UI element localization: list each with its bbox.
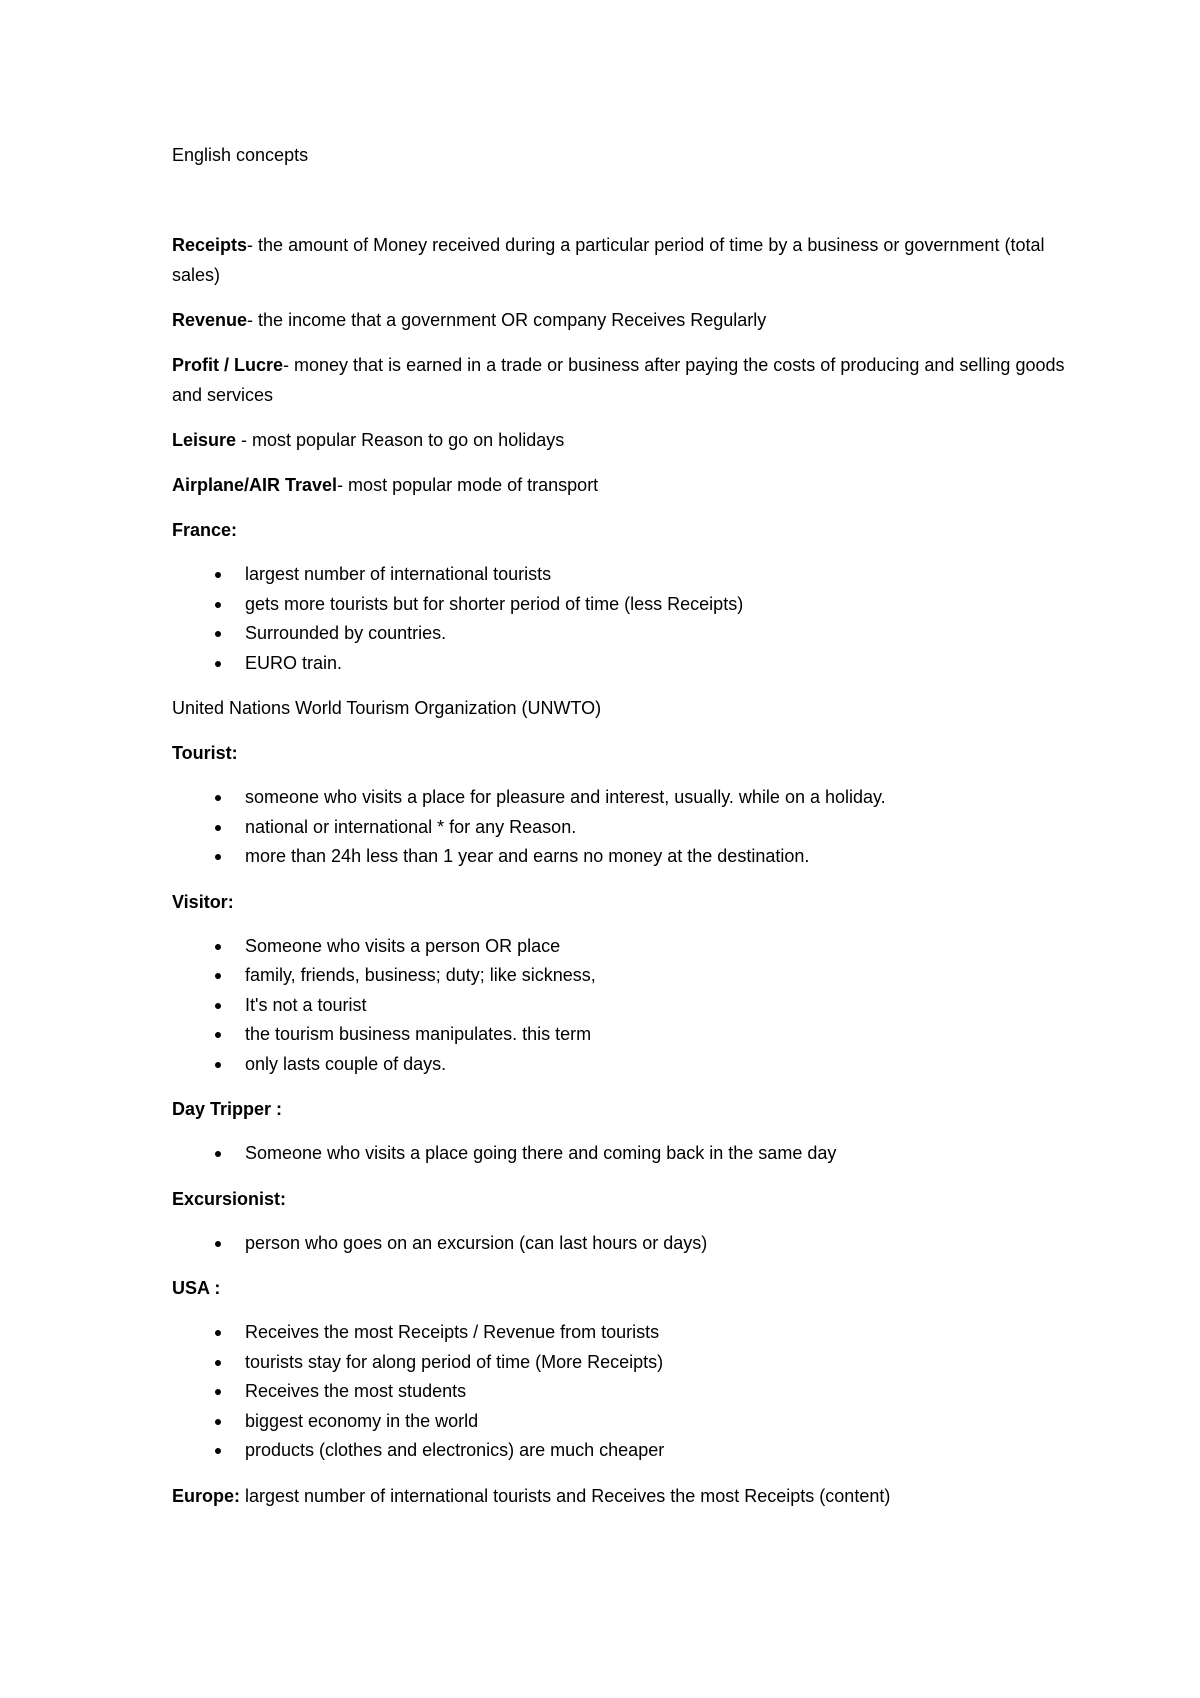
list-item: largest number of international tourists	[172, 560, 1072, 590]
list-item: Someone who visits a person OR place	[172, 932, 1072, 962]
section-heading-france: France:	[172, 520, 238, 540]
list-item: tourists stay for along period of time (More Receipts)	[172, 1348, 1072, 1378]
unwto-line: United Nations World Tourism Organization (UNWTO)	[172, 698, 602, 718]
visitor-list	[172, 932, 1072, 1080]
document-page	[172, 140, 1072, 1526]
bullet-icon	[215, 572, 221, 578]
list-item: more than 24h less than 1 year and earns no money at the destination.	[172, 842, 1072, 872]
bullet-icon	[215, 825, 221, 831]
list-item: Someone who visits a place going there and coming back in the same day	[172, 1139, 1072, 1169]
bullet-icon	[215, 854, 221, 860]
term: Revenue	[172, 310, 248, 330]
section-heading-day-tripper: Day Tripper :	[172, 1099, 283, 1119]
list-item: products (clothes and electronics) are much cheaper	[172, 1436, 1072, 1466]
definition-text: - most popular mode of transport	[337, 475, 599, 495]
definition-profit	[172, 350, 1072, 410]
list-item: EURO train.	[172, 649, 1072, 679]
list-item: It's not a tourist	[172, 991, 1072, 1021]
definition-revenue	[172, 305, 1072, 335]
section-heading-tourist: Tourist:	[172, 743, 238, 763]
tourist-list	[172, 783, 1072, 872]
list-item: family, friends, business; duty; like sickness,	[172, 961, 1072, 991]
section-heading-excursionist: Excursionist:	[172, 1188, 287, 1209]
definition-europe	[172, 1481, 1072, 1511]
bullet-icon	[215, 1032, 221, 1038]
bullet-icon	[215, 973, 221, 979]
section-heading-usa: USA :	[172, 1278, 221, 1298]
day-tripper-list	[172, 1139, 1072, 1169]
list-item: biggest economy in the world	[172, 1407, 1072, 1437]
document-title: English concepts	[172, 145, 309, 165]
bullet-icon	[215, 1151, 221, 1157]
term: Leisure	[172, 430, 237, 450]
definition-text: - money that is earned in a trade or business after paying the costs of producing and selling goods and services	[172, 355, 1065, 405]
list-item: person who goes on an excursion (can last hours or days)	[172, 1229, 1072, 1259]
bullet-icon	[215, 1448, 221, 1454]
bullet-icon	[215, 1330, 221, 1336]
list-item: national or international * for any Reason.	[172, 813, 1072, 843]
bullet-icon	[215, 1389, 221, 1395]
term: Airplane/AIR Travel	[172, 475, 338, 495]
france-list	[172, 560, 1072, 678]
list-item: Receives the most students	[172, 1377, 1072, 1407]
definition-text: - the amount of Money received during a particular period of time by a business or government (total sales)	[172, 235, 1045, 285]
usa-list	[172, 1318, 1072, 1466]
bullet-icon	[215, 1360, 221, 1366]
bullet-icon	[215, 661, 221, 667]
bullet-icon	[215, 795, 221, 801]
list-item: gets more tourists but for shorter period of time (less Receipts)	[172, 590, 1072, 620]
definition-leisure	[172, 425, 1072, 455]
definition-text: - most popular Reason to go on holidays	[236, 430, 565, 450]
definition-text: largest number of international tourists and Receives the most Receipts (content)	[240, 1485, 891, 1506]
excursionist-list	[172, 1229, 1072, 1259]
bullet-icon	[215, 1062, 221, 1068]
bullet-icon	[215, 1003, 221, 1009]
term: Profit / Lucre	[172, 355, 284, 375]
bullet-icon	[215, 1419, 221, 1425]
definition-receipts	[172, 230, 1072, 290]
definition-air-travel	[172, 470, 1072, 500]
bullet-icon	[215, 602, 221, 608]
term: Receipts	[172, 235, 248, 255]
section-heading-visitor: Visitor:	[172, 891, 234, 912]
definition-text: - the income that a government OR company Receives Regularly	[247, 310, 767, 330]
list-item: the tourism business manipulates. this term	[172, 1020, 1072, 1050]
list-item: Receives the most Receipts / Revenue from tourists	[172, 1318, 1072, 1348]
list-item: someone who visits a place for pleasure and interest, usually. while on a holiday.	[172, 783, 1072, 813]
bullet-icon	[215, 944, 221, 950]
bullet-icon	[215, 1241, 221, 1247]
list-item: only lasts couple of days.	[172, 1050, 1072, 1080]
term: Europe:	[172, 1485, 241, 1506]
list-item: Surrounded by countries.	[172, 619, 1072, 649]
bullet-icon	[215, 631, 221, 637]
